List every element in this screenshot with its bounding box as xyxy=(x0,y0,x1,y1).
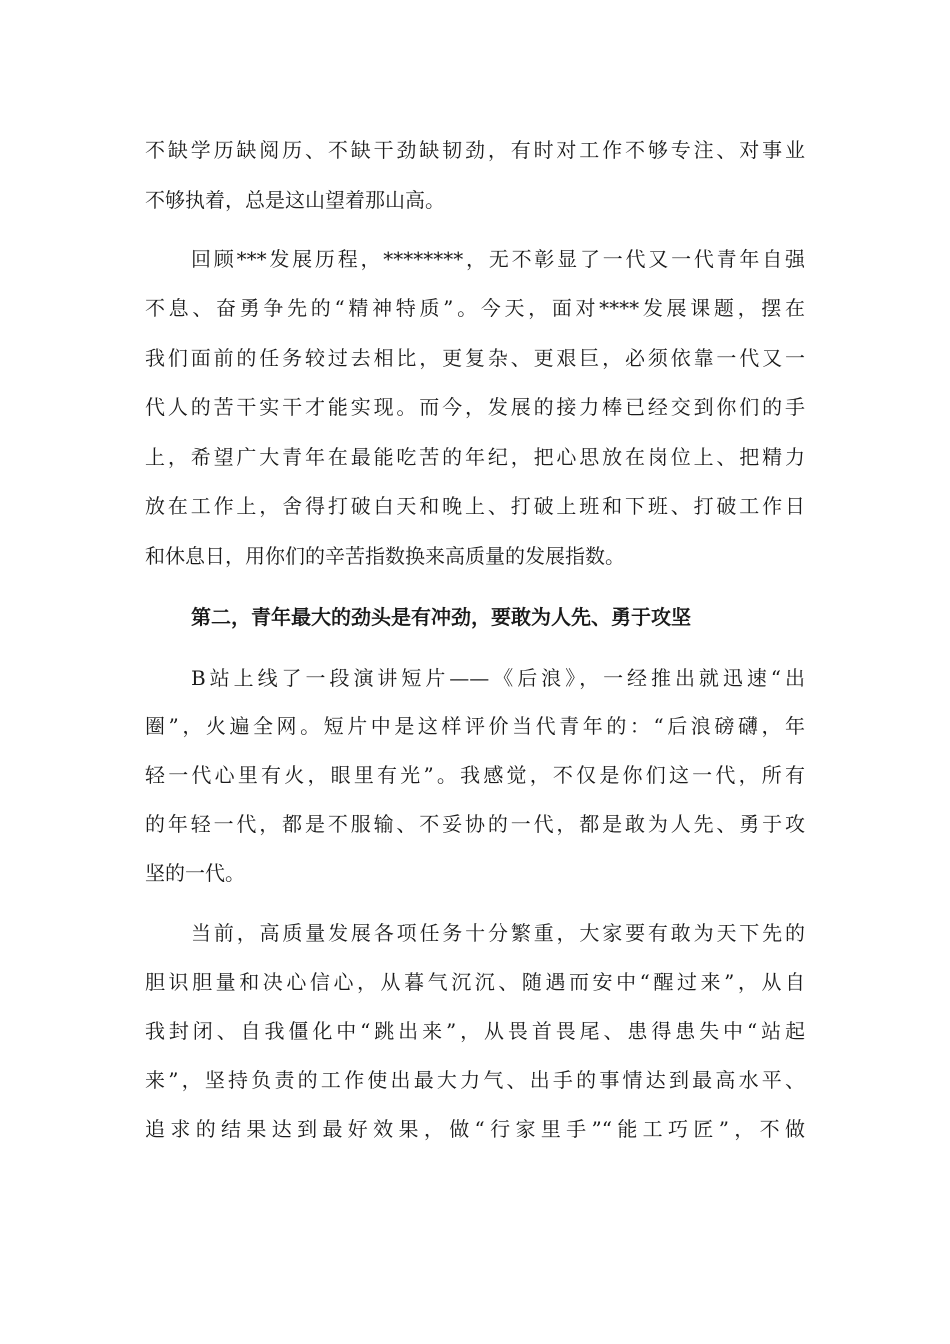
paragraph-1-line-2: 不够执着，总是这山望着那山高。 xyxy=(145,188,445,212)
paragraph-3-line-2: 圈”，火遍全网。短片中是这样评价当代青年的：“后浪磅礴，年 xyxy=(145,714,805,738)
paragraph-3-line-5: 坚的一代。 xyxy=(145,861,245,885)
paragraph-4-line-2: 胆识胆量和决心信心，从暮气沉沉、随遇而安中“醒过来”，从自 xyxy=(145,970,805,994)
paragraph-2-line-3: 我们面前的任务较过去相比，更复杂、更艰巨，必须依靠一代又一 xyxy=(145,346,805,370)
paragraph-3-line-1: B站上线了一段演讲短片——《后浪》，一经推出就迅速“出 xyxy=(191,666,805,690)
paragraph-2-line-4: 代人的苦干实干才能实现。而今，发展的接力棒已经交到你们的手 xyxy=(145,395,805,419)
paragraph-4-line-4: 来”，坚持负责的工作使出最大力气、出手的事情达到最高水平、 xyxy=(145,1068,805,1092)
paragraph-4-line-3: 我封闭、自我僵化中“跳出来”，从畏首畏尾、患得患失中“站起 xyxy=(145,1019,805,1043)
paragraph-1-line-1: 不缺学历缺阅历、不缺干劲缺韧劲，有时对工作不够专注、对事业 xyxy=(145,138,805,162)
paragraph-3-line-3: 轻一代心里有火，眼里有光”。我感觉，不仅是你们这一代，所有 xyxy=(145,763,805,787)
paragraph-4-line-1: 当前，高质量发展各项任务十分繁重，大家要有敢为天下先的 xyxy=(191,921,805,945)
paragraph-4-line-5: 追求的结果达到最好效果，做“行家里手”“能工巧匠”，不做 xyxy=(145,1117,805,1141)
paragraph-2-line-1: 回顾***发展历程，********，无不彰显了一代又一代青年自强 xyxy=(191,247,805,271)
paragraph-2-line-7: 和休息日，用你们的辛苦指数换来高质量的发展指数。 xyxy=(145,544,625,568)
paragraph-2-line-5: 上，希望广大青年在最能吃苦的年纪，把心思放在岗位上、把精力 xyxy=(145,445,805,469)
section-heading: 第二，青年最大的劲头是有冲劲，要敢为人先、勇于攻坚 xyxy=(191,605,691,629)
paragraph-2-line-2: 不息、奋勇争先的“精神特质”。今天，面对****发展课题，摆在 xyxy=(145,296,805,320)
paragraph-2-line-6: 放在工作上，舍得打破白天和晚上、打破上班和下班、打破工作日 xyxy=(145,494,805,518)
paragraph-3-line-4: 的年轻一代，都是不服输、不妥协的一代，都是敢为人先、勇于攻 xyxy=(145,812,805,836)
